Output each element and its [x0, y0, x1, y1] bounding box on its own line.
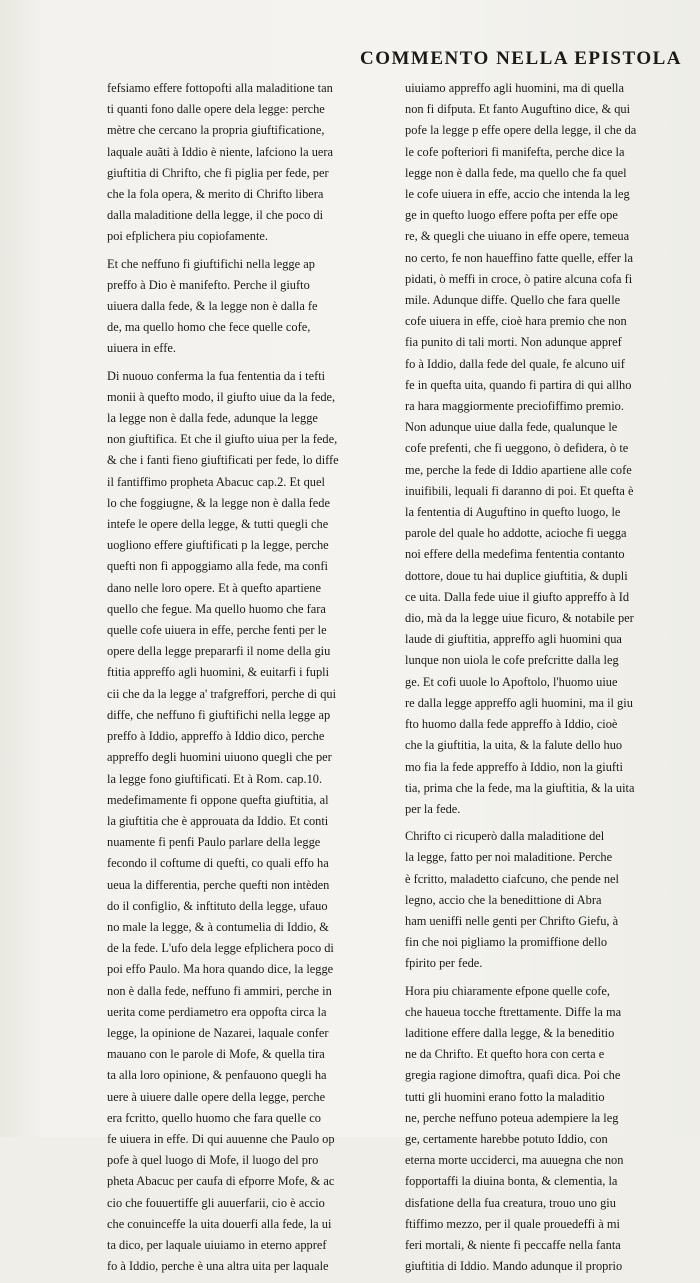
text-line: tutti gli huomini erano fotto la maladitio [405, 1089, 605, 1104]
text-line: eterna morte ucciderci, ma auuegna che non [405, 1153, 624, 1168]
text-line: & che i fanti fieno giuftificati per fede, lo diffe [107, 453, 339, 468]
text-line: giuftitia di Chrifto, che fi piglia per fede, per [107, 165, 329, 180]
text-line: le cofe uiuera in effe, accio che intenda la leg [405, 187, 630, 202]
paragraph [107, 78, 397, 248]
text-line: fo à Iddio, perche è una altra uita per laquale [107, 1259, 329, 1274]
text-line: non fi difputa. Et fanto Auguftino dice, & qui [405, 102, 631, 117]
text-line: noi effere della medefima fententia contanto [405, 547, 625, 562]
text-line: ra hara maggiormente preciofiffimo premio. [405, 399, 624, 414]
text-line: che haueua tocche ftrettamente. Diffe la ma [405, 1004, 622, 1019]
right-column [405, 78, 685, 1283]
text-line: uerita come perdiametro era oppofta circa la [107, 1004, 327, 1019]
running-title: COMMENTO NELLA EPISTOLA [359, 48, 682, 69]
text-line: mile. Adunque diffe. Quello che fara quelle [405, 293, 621, 308]
paragraph [405, 981, 685, 1278]
text-line: intefe le opere della legge, & tutti quegli che [107, 517, 329, 532]
text-line: ge. Et cofi uuole lo Apoftolo, l'huomo uiue [405, 674, 618, 689]
text-line: laude di giuftitia, appreffo agli huomini qua [405, 632, 622, 647]
text-line: medefimamente fi oppone quefta giuftitia, al [107, 792, 329, 807]
text-line: è fcritto, maladetto ciafcuno, che pende nel [405, 871, 619, 886]
text-line: era fcritto, quello huomo che fara quelle co [107, 1110, 321, 1125]
text-line: pheta Abacuc per caufa di efporre Mofe, & ac [107, 1174, 335, 1189]
text-line: ge in quefto luogo effere pofta per effe ope [405, 208, 618, 223]
text-line: nuamente fi penfi Paulo parlare della legge [107, 835, 321, 850]
text-line: uogliono effere giuftificati p la legge, perche [107, 538, 329, 553]
text-line: Non adunque uiue dalla fede, qualunque le [405, 420, 618, 435]
text-line: Chrifto ci ricuperò dalla maladitione del [405, 829, 605, 844]
text-line: poi efplichera piu copiofamente. [107, 229, 269, 244]
text-line: fin che noi pigliamo la promiffione dello [405, 935, 608, 950]
text-line: cofe uiuera in effe, cioè hara premio che non [405, 314, 627, 329]
text-line: le cofe pofteriori fi manifefta, perche dice la [405, 144, 625, 159]
text-line: poi effo Paulo. Ma hora quando dice, la legge [107, 962, 334, 977]
text-line: legge, la opinione de Nazarei, laquale confer [107, 1025, 329, 1040]
text-line: per la fede. [405, 801, 461, 816]
text-line: uiuera dalla fede, & la legge non è dalla fe [107, 299, 318, 314]
text-line: Di nuouo conferma la fua fententia da i tefti [107, 368, 326, 383]
text-line: fecondo il coftume di quefti, co quali effo ha [107, 856, 329, 871]
text-line: dottore, doue tu hai duplice giuftitia, & dupli [405, 568, 628, 583]
text-line: quelle cofe uiuera in effe, perche fenti per le [107, 623, 327, 638]
text-line: mauano con le parole di Mofe, & quella tira [107, 1047, 325, 1062]
text-line: feri mortali, & niente fi peccaffe nella fanta [405, 1237, 621, 1252]
text-line: uiuera in effe. [107, 341, 176, 356]
text-line: laquale auãti à Iddio è niente, lafciono la uera [107, 144, 334, 159]
text-line: no male la legge, & à contumelia di Iddio, & [107, 919, 329, 934]
text-line: de la fede. L'ufo dela legge efplichera poco di [107, 941, 334, 956]
text-line: ti quanti fono dalle opere dela legge: perche [107, 102, 325, 117]
text-line: uere à uiuere dalle opere della legge, perche [107, 1089, 326, 1104]
text-line: do il configlio, & inftituto della legge, ufauo [107, 898, 328, 913]
text-line: cofe prefenti, che fi ueggono, ò defidera, ò te [405, 441, 629, 456]
text-line: diffe, che neffuno fi giuftifichi nella legge ap [107, 707, 331, 722]
text-line: che conuinceffe la uita douerfi alla fede, la ui [107, 1216, 332, 1231]
text-line: ne, perche neffuno poteua adempiere la leg [405, 1110, 619, 1125]
text-line: cii che da la legge a' trafgreffori, perche di qui [107, 686, 337, 701]
text-line: fo à Iddio, dalla fede del quale, fe alcuno uif [405, 356, 625, 371]
paragraph [405, 78, 685, 820]
text-line: fe in quefta uita, quando fi partira di qui allho [405, 377, 632, 392]
text-line: che la fola opera, & merito di Chrifto libera [107, 187, 324, 202]
text-line: ham ueniffi nelle genti per Chrifto Giefu, à [405, 913, 619, 928]
paragraph [107, 366, 397, 1278]
text-line: lunque non uiola le cofe prefcritte dalla leg [405, 653, 619, 668]
text-line: monii à quefto modo, il giufto uiue da la fede, [107, 389, 336, 404]
text-line: giuftitia di Iddio. Mando adunque il proprio [405, 1259, 623, 1274]
text-line: la legge non è dalla fede, adunque la legge [107, 411, 318, 426]
text-line: ftitia appreffo agli huomini, & euitarfi i fupli [107, 665, 330, 680]
paragraph [107, 254, 397, 360]
text-line: non è dalla fede, neffuno fi ammiri, perche in [107, 983, 332, 998]
text-line: ta alla loro opinione, & penfauono quegli ha [107, 1068, 327, 1083]
text-line: la legge fono giuftificati. Et à Rom. cap.10. [107, 771, 323, 786]
text-line: quello che fegue. Ma quello huomo che fara [107, 601, 326, 616]
text-line: ge, certamente harebbe potuto Iddio, con [405, 1131, 608, 1146]
text-line: fe uiuera in effe. Di qui auuenne che Paulo op [107, 1131, 335, 1146]
text-line: la fententia di Auguftino in quefto luogo, le [405, 505, 621, 520]
text-line: non giuftifica. Et che il giufto uiua per la fede, [107, 432, 338, 447]
text-line: fefsiamo effere fottopofti alla maladitione tan [107, 81, 333, 95]
text-line: me, perche la fede di Iddio apartiene alle cofe [405, 462, 632, 477]
text-line: ne da Chrifto. Et quefto hora con certa e [405, 1047, 605, 1062]
text-line: ce uita. Dalla fede uiue il giufto appreffo à Id [405, 589, 630, 604]
text-line: preffo à Dio è manifefto. Perche il giufto [107, 277, 310, 292]
left-column [107, 78, 397, 1283]
text-line: fto huomo dalla fede appreffo à Iddio, cioè [405, 717, 618, 732]
text-line: de, ma quello homo che fece quelle cofe, [107, 320, 311, 335]
text-line: cio che fouuertiffe gli auuerfarii, cio è accio [107, 1195, 325, 1210]
text-line: legge non è dalla fede, ma quello che fa quel [405, 165, 627, 180]
text-line: mo fia la fede appreffo à Iddio, non la giufti [405, 759, 623, 774]
text-line: Hora piu chiaramente efpone quelle cofe, [405, 983, 611, 998]
text-line: quefti non fi appoggiamo alla fede, ma confi [107, 559, 328, 574]
text-line: preffo à Iddio, appreffo à Iddio dico, perche [107, 729, 325, 744]
text-line: dano nelle loro opere. Et à quefto apartiene [107, 580, 321, 595]
text-line: fpirito per fede. [405, 956, 483, 971]
text-line: ueua la differentia, perche quefti non intèden [107, 877, 330, 892]
text-line: ta dico, per laquale uiuiamo in eterno appref [107, 1237, 327, 1252]
text-line: appreffo degli huomini uiuono quegli che per [107, 750, 332, 765]
text-line: uiuiamo appreffo agli huomini, ma di quella [405, 81, 624, 95]
text-line: la giuftitia che è approuata da Iddio. Et conti [107, 813, 329, 828]
text-line: parole del quale ho addotte, acioche fi uegga [405, 526, 627, 541]
text-line: fopportaffi la diuina bonta, & clementia, la [405, 1174, 618, 1189]
text-line: dalla maladitione della legge, il che poco di [107, 208, 324, 223]
text-line: re dalla legge appreffo agli huomini, ma il giu [405, 695, 633, 710]
text-line: re, & quegli che uiuano in effe opere, temeua [405, 229, 630, 244]
text-line: no certo, fe non haueffino fatte quelle, effer la [405, 250, 633, 265]
text-line: inuifibili, lequali fi daranno di poi. Et quefta è [405, 483, 634, 498]
text-line: pofe la legge p effe opere della legge, il che da [405, 123, 637, 138]
text-line: laditione effere dalla legge, & la beneditio [405, 1025, 615, 1040]
text-line: pidati, ò meffi in croce, ò patire alcuna cofa fi [405, 271, 633, 286]
text-line: mètre che cercano la propria giuftificatione, [107, 123, 325, 138]
text-line: dio, mà da la legge uiue ficuro, & notabile per [405, 611, 634, 626]
text-line: fia punito di tali morti. Non adunque appref [405, 335, 622, 350]
paragraph [405, 826, 685, 974]
text-line: ftiffimo mezzo, per il quale prouedeffi à mi [405, 1216, 620, 1231]
text-line: tia, prima che la fede, ma la giuftitia, & la uita [405, 780, 635, 795]
text-line: gregia ragione dimoftra, quafi dica. Poi che [405, 1068, 621, 1083]
text-line: lo che foggiugne, & la legge non è dalla fede [107, 495, 330, 510]
text-line: che la giuftitia, la uita, & la falute dello huo [405, 738, 623, 753]
text-line: pofe à quel luogo di Mofe, il luogo del pro [107, 1153, 319, 1168]
text-line: Et che neffuno fi giuftifichi nella legge ap [107, 256, 315, 271]
text-line: disfatione della fua creatura, trouo uno giu [405, 1195, 616, 1210]
text-line: la legge, fatto per noi maladitione. Perche [405, 850, 613, 865]
text-line: il fantiffimo propheta Abacuc cap.2. Et quel [107, 474, 325, 489]
text-line: opere della legge prepararfi il nome della giu [107, 644, 331, 659]
text-line: legno, accio che la benedittione di Abra [405, 892, 602, 907]
